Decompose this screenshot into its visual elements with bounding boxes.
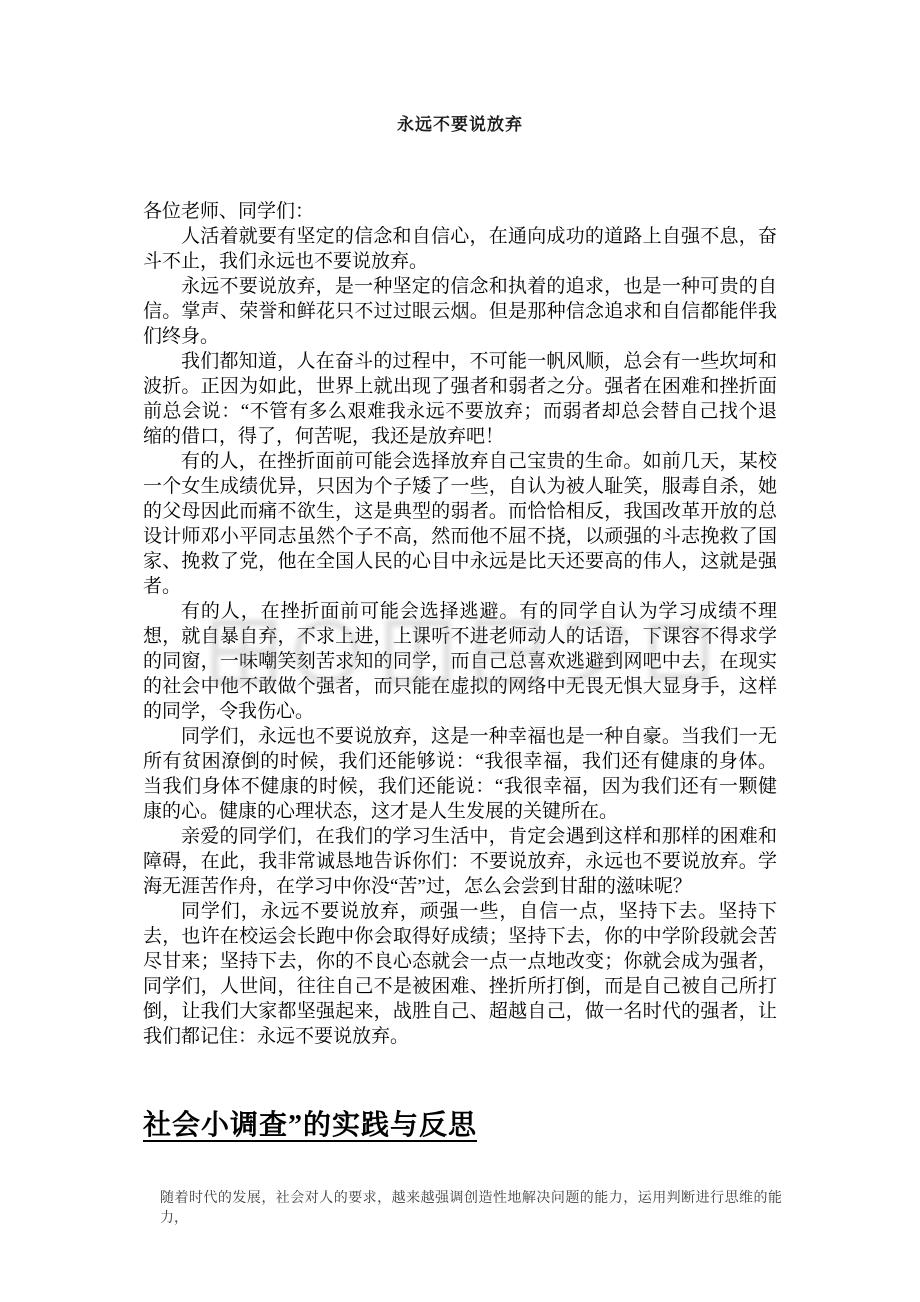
section-intro-paragraph: 随着时代的发展，社会对人的要求，越来越强调创造性地解决问题的能力，运用判断进行思维的能力， — [160, 1191, 782, 1226]
paragraph: 永远不要说放弃，是一种坚定的信念和执着的追求，也是一种可贵的自信。掌声、荣誉和鲜花只不过过眼云烟。但是那种信念追求和自信都能伴我们终身。 — [143, 276, 777, 347]
paragraph-salutation: 各位老师、同学们： — [143, 201, 315, 222]
paragraph: 有的人，在挫折面前可能会选择放弃自己宝贵的生命。如前几天，某校一个女生成绩优异，只因为个子矮了一些，自认为被人耻笑，服毒自杀，她的父母因此而痛不欲生，这是典型的弱者。而恰恰相反，我国改革开放的总设计师邓小平同志虽然个子不高，然而他不屈不挠，以顽强的斗志挽救了国家、挽救了党，他在全国人民的心目中永远是比天还要高的伟人，这就是强者。 — [143, 451, 777, 597]
paragraph: 同学们，永远也不要说放弃，这是一种幸福也是一种自豪。当我们一无所有贫困潦倒的时候，我们还能够说：“我很幸福，我们还有健康的身体。当我们身体不健康的时候，我们还能说：“我很幸福，因为我们还有一颗健康的心。健康的心理状态，这才是人生发展的关键所在。 — [143, 726, 777, 822]
paragraph: 有的人，在挫折面前可能会选择逃避。有的同学自认为学习成绩不理想，就自暴自弃，不求上进，上课听不进老师动人的话语，下课容不得求学的同窗，一味嘲笑刻苦求知的同学，而自己总喜欢逃避到网吧中去，在现实的社会中他不敢做个强者，而只能在虚拟的网络中无畏无惧大显身手，这样的同学，令我伤心。 — [143, 601, 777, 722]
paragraph: 亲爱的同学们，在我们的学习生活中，肯定会遇到这样和那样的困难和障碍，在此，我非常诚恳地告诉你们：不要说放弃，永远也不要说放弃。学海无涯苦作舟，在学习中你没“苦”过，怎么会尝到甘甜的滋味呢？ — [143, 826, 777, 897]
section-heading: 社会小调查”的实践与反思 — [143, 1110, 478, 1141]
paragraph: 人活着就要有坚定的信念和自信心，在通向成功的道路上自强不息，奋斗不止，我们永远也不要说放弃。 — [143, 226, 777, 272]
paragraph: 同学们，永远不要说放弃，顽强一些，自信一点，坚持下去。坚持下去，也许在校运会长跑中你会取得好成绩；坚持下去，你的中学阶段就会苦尽甘来；坚持下去，你的不良心态就会一点一点地改变；你就会成为强者，同学们，人世间，往往自己不是被困难、挫折所打倒，而是自己被自己所打倒，让我们大家都坚强起来，战胜自己、超越自己，做一名时代的强者，让我们都记住：永远不要说放弃。 — [143, 901, 777, 1047]
document-title: 永远不要说放弃 — [397, 115, 523, 134]
document-body — [143, 199, 777, 1049]
paragraph: 我们都知道，人在奋斗的过程中，不可能一帆风顺，总会有一些坎坷和波折。正因为如此，世界上就出现了强者和弱者之分。强者在困难和挫折面前总会说：“不管有多么艰难我永远不要放弃；而弱者却总会替自己找个退缩的借口，得了，何苦呢，我还是放弃吧！ — [143, 351, 777, 447]
